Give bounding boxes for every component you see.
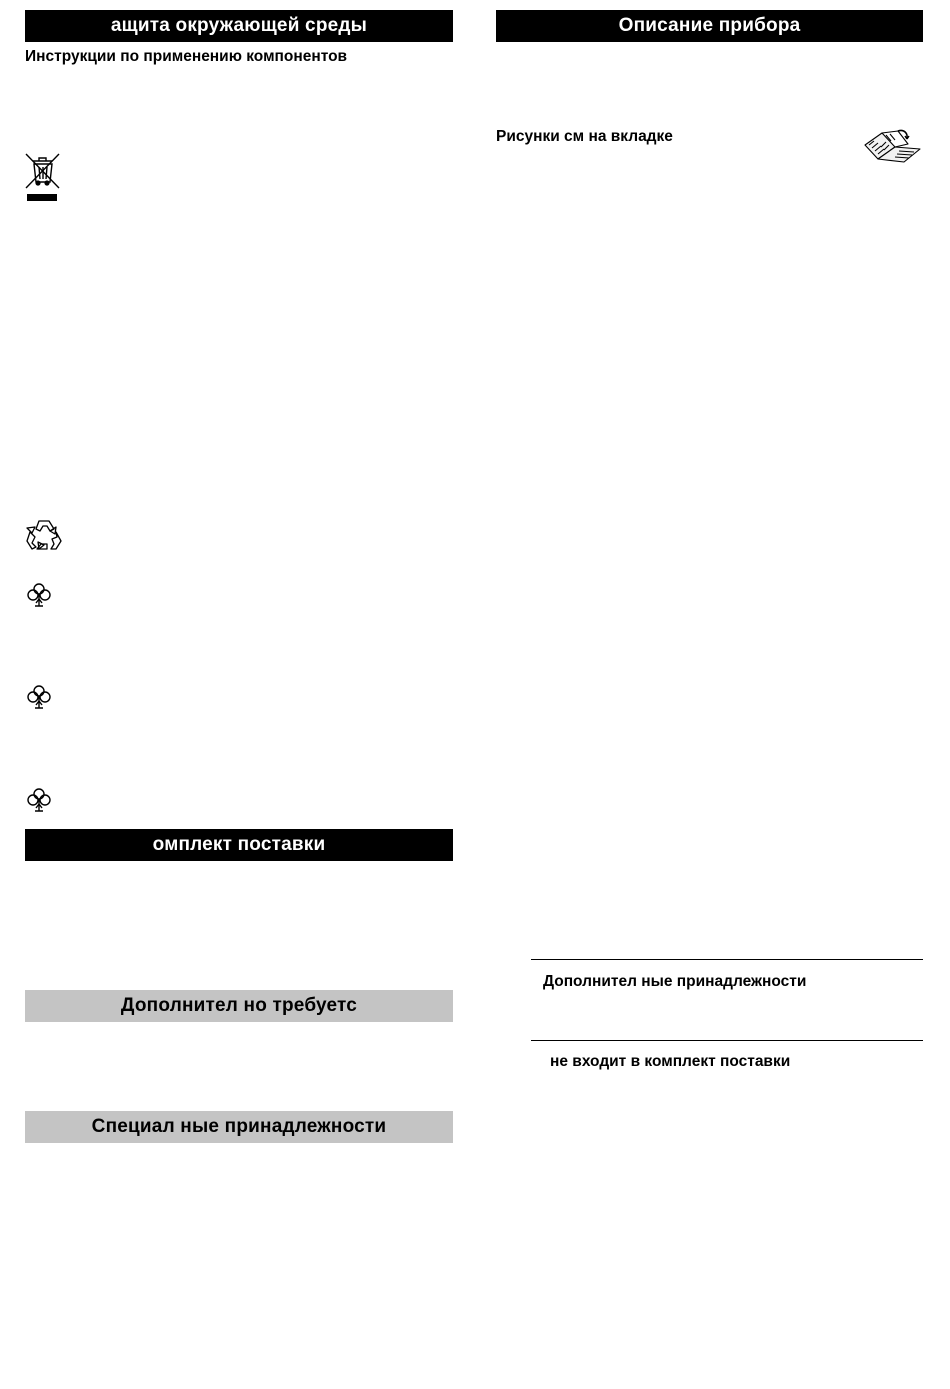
device-description-header: Описание прибора [496, 10, 923, 42]
crossed-out-bin-icon [24, 152, 62, 204]
figures-note: Рисунки см на вкладке [496, 128, 673, 145]
special-accessories-header: Специал ные принадлежности [25, 1111, 453, 1143]
tree-icon [26, 787, 52, 813]
optional-accessories-label: Дополнител ные принадлежности [543, 973, 807, 990]
fold-out-manual-icon [862, 127, 924, 169]
tree-icon [26, 582, 52, 608]
tree-icon [26, 684, 52, 710]
not-included-label: не входит в комплект поставки [550, 1053, 791, 1070]
environment-header: ащита окружающей среды [25, 10, 453, 42]
environment-subtitle: Инструкции по применению компонентов [25, 48, 348, 65]
accessories-top-rule [531, 959, 923, 960]
recycle-icon [25, 517, 63, 553]
additionally-required-header: Дополнител но требуетс [25, 990, 453, 1022]
accessories-bottom-rule [531, 1040, 923, 1041]
delivery-header: омплект поставки [25, 829, 453, 861]
